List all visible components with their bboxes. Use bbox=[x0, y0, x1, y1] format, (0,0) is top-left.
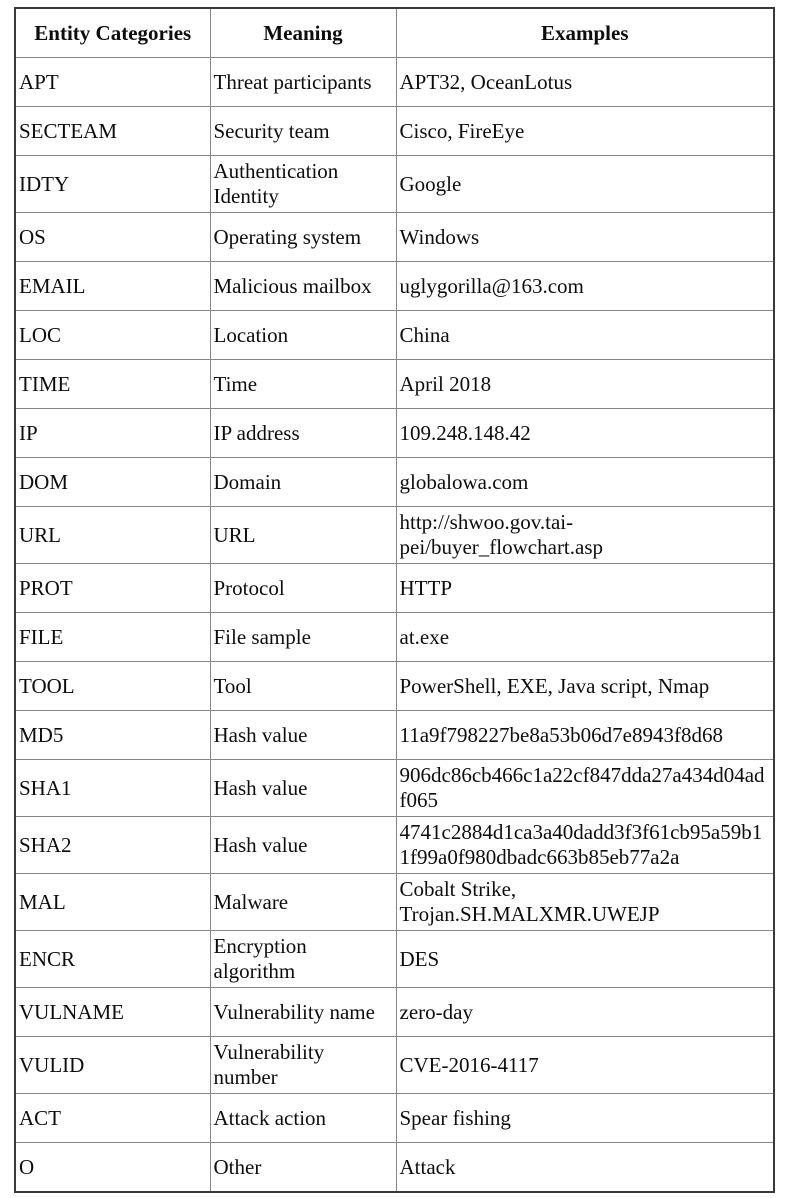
table-row bbox=[15, 107, 774, 156]
meaning-cell: Malware bbox=[210, 874, 396, 931]
table-row bbox=[15, 874, 774, 931]
table-row bbox=[15, 360, 774, 409]
entity-categories-table bbox=[14, 7, 775, 1193]
examples-cell: APT32, OceanLotus bbox=[396, 58, 774, 107]
meaning-cell: Hash value bbox=[210, 760, 396, 817]
examples-cell: uglygorilla@163.com bbox=[396, 262, 774, 311]
examples-cell: April 2018 bbox=[396, 360, 774, 409]
meaning-cell: File sample bbox=[210, 613, 396, 662]
meaning-cell: Threat participants bbox=[210, 58, 396, 107]
table-row bbox=[15, 931, 774, 988]
table-row bbox=[15, 213, 774, 262]
examples-cell: 11a9f798227be8a53b06d7e8943f8d68 bbox=[396, 711, 774, 760]
table-row bbox=[15, 988, 774, 1037]
entity-category-cell: APT bbox=[15, 58, 210, 107]
table-container bbox=[14, 7, 775, 1193]
entity-category-cell: MAL bbox=[15, 874, 210, 931]
col-header-entity-categories: Entity Categories bbox=[15, 8, 210, 58]
entity-category-cell: O bbox=[15, 1143, 210, 1193]
examples-cell: PowerShell, EXE, Java script, Nmap bbox=[396, 662, 774, 711]
table-row bbox=[15, 711, 774, 760]
col-header-examples: Examples bbox=[396, 8, 774, 58]
meaning-cell: Protocol bbox=[210, 564, 396, 613]
table-row bbox=[15, 817, 774, 874]
examples-cell: zero-day bbox=[396, 988, 774, 1037]
table-row bbox=[15, 156, 774, 213]
table-row bbox=[15, 1143, 774, 1193]
table-row bbox=[15, 1037, 774, 1094]
meaning-cell: Malicious mailbox bbox=[210, 262, 396, 311]
entity-category-cell: PROT bbox=[15, 564, 210, 613]
table-row bbox=[15, 409, 774, 458]
table-row bbox=[15, 760, 774, 817]
entity-category-cell: EMAIL bbox=[15, 262, 210, 311]
meaning-cell: Hash value bbox=[210, 817, 396, 874]
meaning-cell: Vulnerability number bbox=[210, 1037, 396, 1094]
meaning-cell: Operating system bbox=[210, 213, 396, 262]
meaning-cell: Encryption algorithm bbox=[210, 931, 396, 988]
table-row bbox=[15, 1094, 774, 1143]
col-header-meaning: Meaning bbox=[210, 8, 396, 58]
examples-cell: at.exe bbox=[396, 613, 774, 662]
entity-category-cell: LOC bbox=[15, 311, 210, 360]
entity-category-cell: TIME bbox=[15, 360, 210, 409]
header-row bbox=[15, 8, 774, 58]
examples-cell: Spear fishing bbox=[396, 1094, 774, 1143]
examples-cell: Windows bbox=[396, 213, 774, 262]
examples-cell: 109.248.148.42 bbox=[396, 409, 774, 458]
entity-category-cell: SHA1 bbox=[15, 760, 210, 817]
examples-cell: globalowa.com bbox=[396, 458, 774, 507]
entity-category-cell: ACT bbox=[15, 1094, 210, 1143]
examples-cell: 4741c2884d1ca3a40dadd3f3f61cb95a59b11f99a0f980dbadc663b85eb77a2a bbox=[396, 817, 774, 874]
examples-cell: Cisco, FireEye bbox=[396, 107, 774, 156]
table-row bbox=[15, 662, 774, 711]
meaning-cell: Hash value bbox=[210, 711, 396, 760]
entity-category-cell: IDTY bbox=[15, 156, 210, 213]
meaning-cell: IP address bbox=[210, 409, 396, 458]
entity-category-cell: FILE bbox=[15, 613, 210, 662]
table-row bbox=[15, 458, 774, 507]
meaning-cell: Other bbox=[210, 1143, 396, 1193]
meaning-cell: URL bbox=[210, 507, 396, 564]
entity-category-cell: VULNAME bbox=[15, 988, 210, 1037]
examples-cell: China bbox=[396, 311, 774, 360]
examples-cell: Cobalt Strike, Trojan.SH.MALXMR.UWEJP bbox=[396, 874, 774, 931]
meaning-cell: Vulnerability name bbox=[210, 988, 396, 1037]
table-row bbox=[15, 564, 774, 613]
entity-category-cell: VULID bbox=[15, 1037, 210, 1094]
meaning-cell: Attack action bbox=[210, 1094, 396, 1143]
meaning-cell: Time bbox=[210, 360, 396, 409]
examples-cell: Attack bbox=[396, 1143, 774, 1193]
entity-category-cell: ENCR bbox=[15, 931, 210, 988]
examples-cell: DES bbox=[396, 931, 774, 988]
table-row bbox=[15, 311, 774, 360]
entity-category-cell: SECTEAM bbox=[15, 107, 210, 156]
meaning-cell: Domain bbox=[210, 458, 396, 507]
entity-category-cell: MD5 bbox=[15, 711, 210, 760]
table-row bbox=[15, 262, 774, 311]
entity-category-cell: OS bbox=[15, 213, 210, 262]
examples-cell: 906dc86cb466c1a22cf847dda27a434d04adf065 bbox=[396, 760, 774, 817]
entity-category-cell: SHA2 bbox=[15, 817, 210, 874]
examples-cell: CVE-2016-4117 bbox=[396, 1037, 774, 1094]
table-row bbox=[15, 58, 774, 107]
examples-cell: Google bbox=[396, 156, 774, 213]
entity-category-cell: TOOL bbox=[15, 662, 210, 711]
examples-cell: http://shwoo.gov.tai-pei/buyer_flowchart.asp bbox=[396, 507, 774, 564]
table-row bbox=[15, 613, 774, 662]
examples-cell: HTTP bbox=[396, 564, 774, 613]
meaning-cell: Security team bbox=[210, 107, 396, 156]
meaning-cell: Tool bbox=[210, 662, 396, 711]
entity-category-cell: DOM bbox=[15, 458, 210, 507]
table-row bbox=[15, 507, 774, 564]
meaning-cell: Location bbox=[210, 311, 396, 360]
meaning-cell: Authentication Identity bbox=[210, 156, 396, 213]
entity-category-cell: IP bbox=[15, 409, 210, 458]
entity-category-cell: URL bbox=[15, 507, 210, 564]
